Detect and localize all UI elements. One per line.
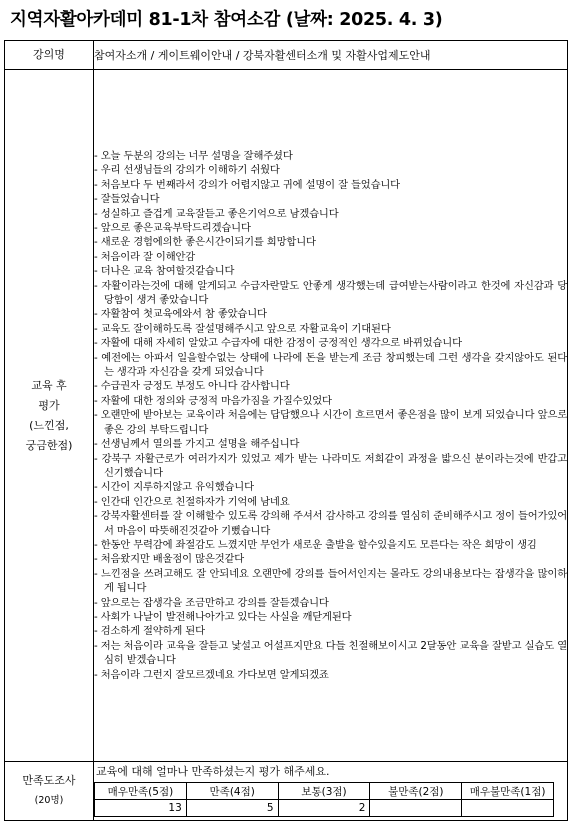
score-value: 13 bbox=[95, 800, 187, 817]
comment-item: - 처음이라 그런지 잘모르겠네요 가다보면 알게되겠죠 bbox=[94, 668, 329, 681]
survey-question: 교육에 대해 얼마나 만족하셨는지 평가 해주세요. bbox=[96, 765, 330, 778]
comment-item: - 앞으로는 잡생각을 조금만하고 강의를 잘듣겠습니다 bbox=[94, 596, 329, 609]
evaluation-row bbox=[5, 70, 568, 762]
lecture-row bbox=[5, 41, 568, 70]
comment-item: - 처음이라 잘 이해안감 bbox=[94, 250, 196, 263]
score-header: 만족(4점) bbox=[186, 783, 278, 800]
evaluation-comments bbox=[94, 70, 568, 762]
score-table bbox=[94, 782, 554, 817]
evaluation-label bbox=[5, 70, 94, 762]
evaluation-label-line: 교육 후 bbox=[31, 378, 67, 392]
comment-item: - 자활에 대한 정의와 긍정적 마음가짐을 가질수있었다 bbox=[94, 394, 332, 407]
satisfaction-survey bbox=[94, 762, 568, 821]
comment-item: - 잘들었습니다 bbox=[94, 193, 160, 206]
participation-feedback-table bbox=[4, 40, 568, 821]
comment-item: - 수급권자 긍정도 부정도 아니다 감사합니다 bbox=[94, 380, 290, 393]
page-title: 지역자활아카데미 81-1차 참여소감 (날짜: 2025. 4. 3) bbox=[10, 10, 443, 30]
comment-item: - 성실하고 즐겁게 교육잘듣고 좋은기억으로 남겠습니다 bbox=[94, 207, 339, 220]
score-value-row bbox=[95, 800, 554, 817]
comment-item: - 강북자활센터를 잘 이해할수 있도록 강의해 주셔서 감사하고 강의를 열심히 준비해주시고 정이 들어가있어서 마음이 따뜻해진것같아 기뻤습니다 bbox=[94, 510, 567, 537]
comment-item: - 선생님께서 열의를 가지고 설명을 해주십니다 bbox=[94, 438, 300, 451]
comment-item: - 한동안 무력감에 좌절감도 느꼈지만 무언가 새로운 출발을 할수있을지도 모른다는 작은 희망이 생김 bbox=[94, 538, 537, 551]
score-header: 매우만족(5점) bbox=[95, 783, 187, 800]
score-value: 5 bbox=[186, 800, 278, 817]
lecture-label: 강의명 bbox=[5, 41, 94, 70]
score-header: 보통(3점) bbox=[278, 783, 370, 800]
comment-item: - 강북구 자활근로가 여러가지가 있었고 제가 받는 나라미도 저희같이 과정을 밟으신 분이라는것에 반갑고 신기했습니다 bbox=[94, 452, 567, 479]
satisfaction-label bbox=[5, 762, 94, 821]
comment-item: - 오랜만에 받아보는 교육이라 처음에는 답답했으나 시간이 흐르면서 좋은점을 많이 보게 되었습니다 앞으로 좋은 강의 부탁드립니다 bbox=[94, 409, 567, 436]
evaluation-label-line: (느낀점, bbox=[29, 418, 69, 432]
satisfaction-label-text: 만족도조사 bbox=[22, 774, 76, 787]
score-header-row bbox=[95, 783, 554, 800]
evaluation-label-line: 평가 bbox=[38, 398, 60, 412]
comment-item: - 자활에 대해 자세히 알았고 수급자에 대한 감정이 긍정적인 생각으로 바뀌었습니다 bbox=[94, 337, 462, 350]
comment-item: - 더나은 교육 참여할것같습니다 bbox=[94, 265, 235, 278]
comment-item: - 검소하게 절약하게 된다 bbox=[94, 625, 205, 638]
respondent-count: (20명) bbox=[34, 795, 64, 806]
comment-item: - 우리 선생님들의 강의가 이해하기 쉬웠다 bbox=[94, 164, 280, 177]
comment-item: - 시간이 지루하지않고 유익했습니다 bbox=[94, 481, 254, 494]
score-value bbox=[370, 800, 462, 817]
comment-item: - 처음보다 두 번째라서 강의가 어렵지않고 귀에 설명이 잘 들었습니다 bbox=[94, 178, 400, 191]
comment-item: - 앞으로 좋은교육부탁드리겠습니다 bbox=[94, 222, 251, 235]
satisfaction-row bbox=[5, 762, 568, 821]
comment-item: - 오늘 두분의 강의는 너무 설명을 잘해주셨다 bbox=[94, 149, 293, 162]
comment-item: - 저는 처음이라 교육을 잘듣고 낯설고 어설프지만요 다들 친절해보이시고 2달동안 교육을 잘받고 실습도 열심히 받겠습니다 bbox=[94, 639, 567, 667]
comment-item: - 자활이라는것에 대해 알게되고 수급자란말도 안좋게 생각했는데 급여받는사람이라고 한것에 자신감과 당당함이 생겨 좋았습니다 bbox=[94, 279, 567, 307]
score-header: 매우불만족(1점) bbox=[462, 783, 554, 800]
evaluation-label-line: 궁금한점) bbox=[25, 438, 73, 452]
score-value: 2 bbox=[278, 800, 370, 817]
comment-item: - 처음왔지만 배울점이 많은것같다 bbox=[94, 553, 245, 566]
comment-item: - 사회가 나날이 발전해나아가고 있다는 사실을 깨닫게된다 bbox=[94, 610, 352, 623]
comment-item: - 새로운 경험에의한 좋은시간이되기를 희망합니다 bbox=[94, 236, 316, 249]
comment-item: - 자활참여 첫교육에와서 참 좋았습니다 bbox=[94, 308, 267, 321]
comment-item: - 인간대 인간으로 친절하자가 기억에 남네요 bbox=[94, 495, 290, 508]
comment-item: - 느낀점을 쓰려고해도 잘 안되네요 오랜만에 강의를 들어서인지는 몰라도 강의내용보다는 잡생각을 많이하게 됩니다 bbox=[94, 567, 567, 595]
score-header: 불만족(2점) bbox=[370, 783, 462, 800]
lecture-title: 참여자소개 / 게이트웨이안내 / 강북자활센터소개 및 자활사업제도안내 bbox=[94, 41, 568, 70]
comment-item: - 예전에는 아파서 일을할수없는 상태에 나라에 돈을 받는게 조금 창피했는데 그런 생각을 갖지않아도 된다는 생각과 자신감을 갖게 되었습니다 bbox=[94, 351, 567, 379]
score-value bbox=[462, 800, 554, 817]
comment-item: - 교육도 잘이해하도록 잘설명해주시고 앞으로 자활교육이 기대된다 bbox=[94, 322, 391, 335]
